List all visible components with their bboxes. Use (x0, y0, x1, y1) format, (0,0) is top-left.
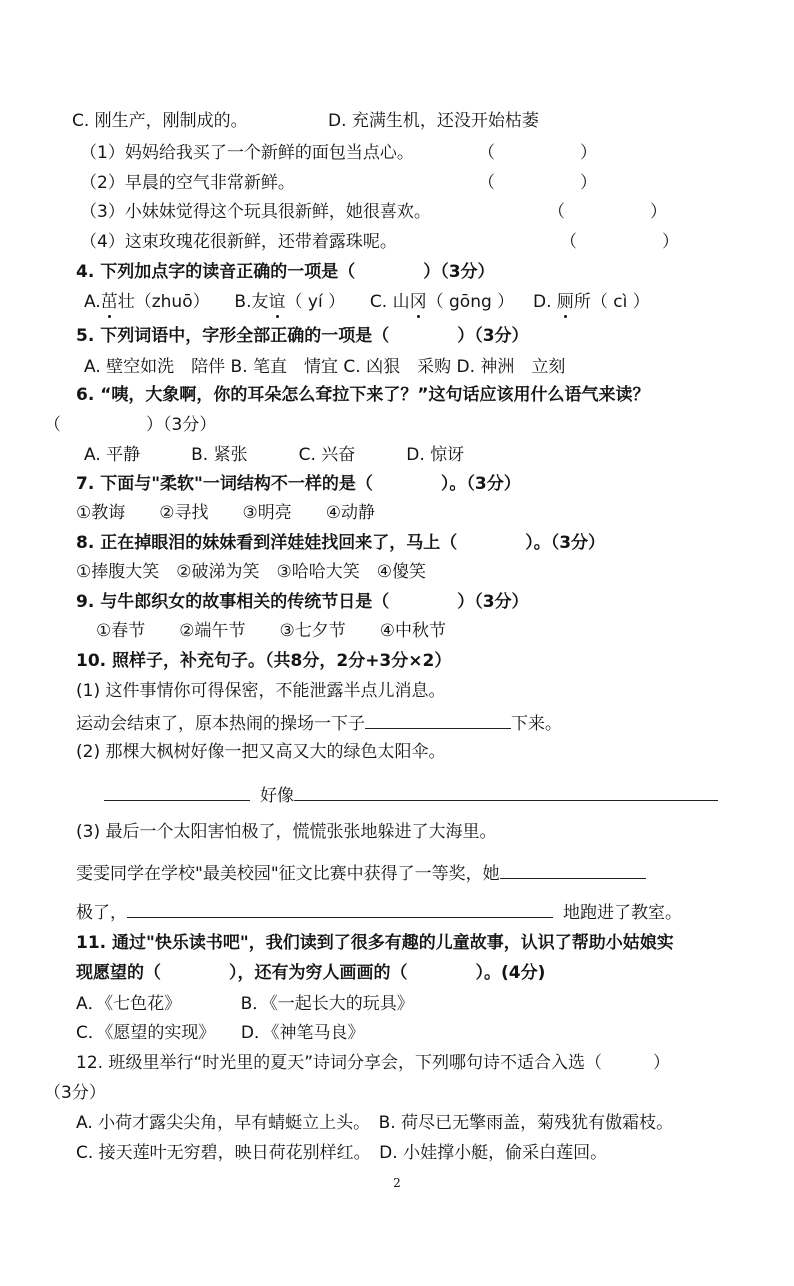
q4-option-b: B.友谊（ yí ） (234, 292, 346, 312)
sentence-1: （1）妈妈给我买了一个新鲜的面包当点心。 (80, 143, 414, 163)
question-6-answer[interactable]: （ ）（3分） (44, 415, 217, 435)
answer-paren-4[interactable]: （ ） (560, 232, 679, 252)
q10-blank-3b[interactable] (127, 899, 553, 918)
answer-paren-2[interactable]: （ ） (478, 173, 597, 193)
question-5-options: A. 壁空如洗 陪伴 B. 笔直 情宜 C. 凶狠 采购 D. 神洲 立刻 (84, 357, 566, 377)
q10-exercise-1: 运动会结束了，原本热闹的操场一下子 下来。 (76, 710, 562, 735)
question-12-options-1: A. 小荷才露尖尖角，早有蜻蜓立上头。 B. 荷尽已无擎雨盖，菊残犹有傲霜枝。 (76, 1113, 674, 1133)
sentence-2: （2）早晨的空气非常新鲜。 (80, 173, 295, 193)
q10-blank-2b[interactable] (294, 782, 718, 801)
q10-exercise-2: 好像 (104, 782, 718, 807)
answer-paren-3[interactable]: （ ） (548, 202, 667, 222)
question-5: 5. 下列词语中，字形全部正确的一项是（ ）（3分） (76, 326, 529, 346)
page-number: 2 (393, 1176, 401, 1190)
q10-example-3: (3) 最后一个太阳害怕极了，慌慌张张地躲进了大海里。 (76, 822, 497, 842)
question-11-options-1: A．《七色花》 B．《一起长大的玩具》 (76, 994, 414, 1014)
question-7: 7. 下面与"柔软"一词结构不一样的是（ ）。（3分） (76, 474, 521, 494)
question-7-options: ①教诲 ②寻找 ③明亮 ④动静 (76, 503, 375, 523)
q10-blank-3a[interactable] (500, 860, 646, 879)
q10-example-2: (2) 那棵大枫树好像一把又高又大的绿色太阳伞。 (76, 742, 446, 762)
q10-blank-1[interactable] (365, 710, 511, 729)
question-4-options (84, 291, 650, 313)
question-8: 8. 正在掉眼泪的妹妹看到洋娃娃找回来了，马上（ ）。（3分） (76, 533, 606, 553)
question-12: 12. 班级里举行“时光里的夏天”诗词分享会，下列哪句诗不适合入选（ ） (76, 1053, 671, 1073)
answer-paren-1[interactable]: （ ） (478, 143, 597, 163)
question-11: 11. 通过"快乐读书吧"，我们读到了很多有趣的儿童故事，认识了帮助小姑娘实 (76, 933, 674, 953)
q4-option-c: C. 山冈（ gōng ） (369, 292, 515, 312)
sentence-4: （4）这束玫瑰花很新鲜，还带着露珠呢。 (80, 232, 397, 252)
q10-example-1: (1) 这件事情你可得保密，不能泄露半点儿消息。 (76, 681, 446, 701)
question-8-options: ①捧腹大笑 ②破涕为笑 ③哈哈大笑 ④傻笑 (76, 562, 426, 582)
question-6: 6. “咦，大象啊，你的耳朵怎么耷拉下来了？”这句话应该用什么语气来读？ (76, 385, 650, 405)
q10-exercise-3b: 极了， 地跑进了教室。 (76, 899, 682, 924)
question-12-score: （3分） (44, 1083, 106, 1103)
question-4: 4. 下列加点字的读音正确的一项是（ ）（3分） (76, 262, 495, 282)
q10-blank-2a[interactable] (104, 782, 250, 801)
question-10: 10. 照样子，补充句子。（共8分，2分+3分×2） (76, 651, 452, 671)
sentence-3: （3）小妹妹觉得这个玩具很新鲜，她很喜欢。 (80, 202, 431, 222)
question-11-options-2: C．《愿望的实现》 D．《神笔马良》 (76, 1023, 365, 1043)
question-6-options: A. 平静 B. 紧张 C. 兴奋 D. 惊讶 (84, 445, 465, 465)
q10-exercise-3a: 雯雯同学在学校"最美校园"征文比赛中获得了一等奖，她 (76, 860, 646, 885)
q4-option-d: D. 厕所（ cì ） (532, 292, 650, 312)
question-9: 9. 与牛郎织女的故事相关的传统节日是（ ）（3分） (76, 592, 529, 612)
q4-option-a: A.茁壮（zhuō） (84, 292, 210, 312)
question-12-options-2: C. 接天莲叶无穷碧，映日荷花别样红。 D. 小娃撑小艇，偷采白莲回。 (76, 1143, 608, 1163)
question-11-cont: 现愿望的（ ），还有为穷人画画的（ ）。(4分) (76, 963, 546, 983)
option-c-definition: C. 刚生产，刚制成的。 (72, 111, 248, 131)
question-9-options: ①春节 ②端午节 ③七夕节 ④中秋节 (96, 621, 446, 641)
option-d-definition: D. 充满生机，还没开始枯萎 (328, 111, 539, 131)
